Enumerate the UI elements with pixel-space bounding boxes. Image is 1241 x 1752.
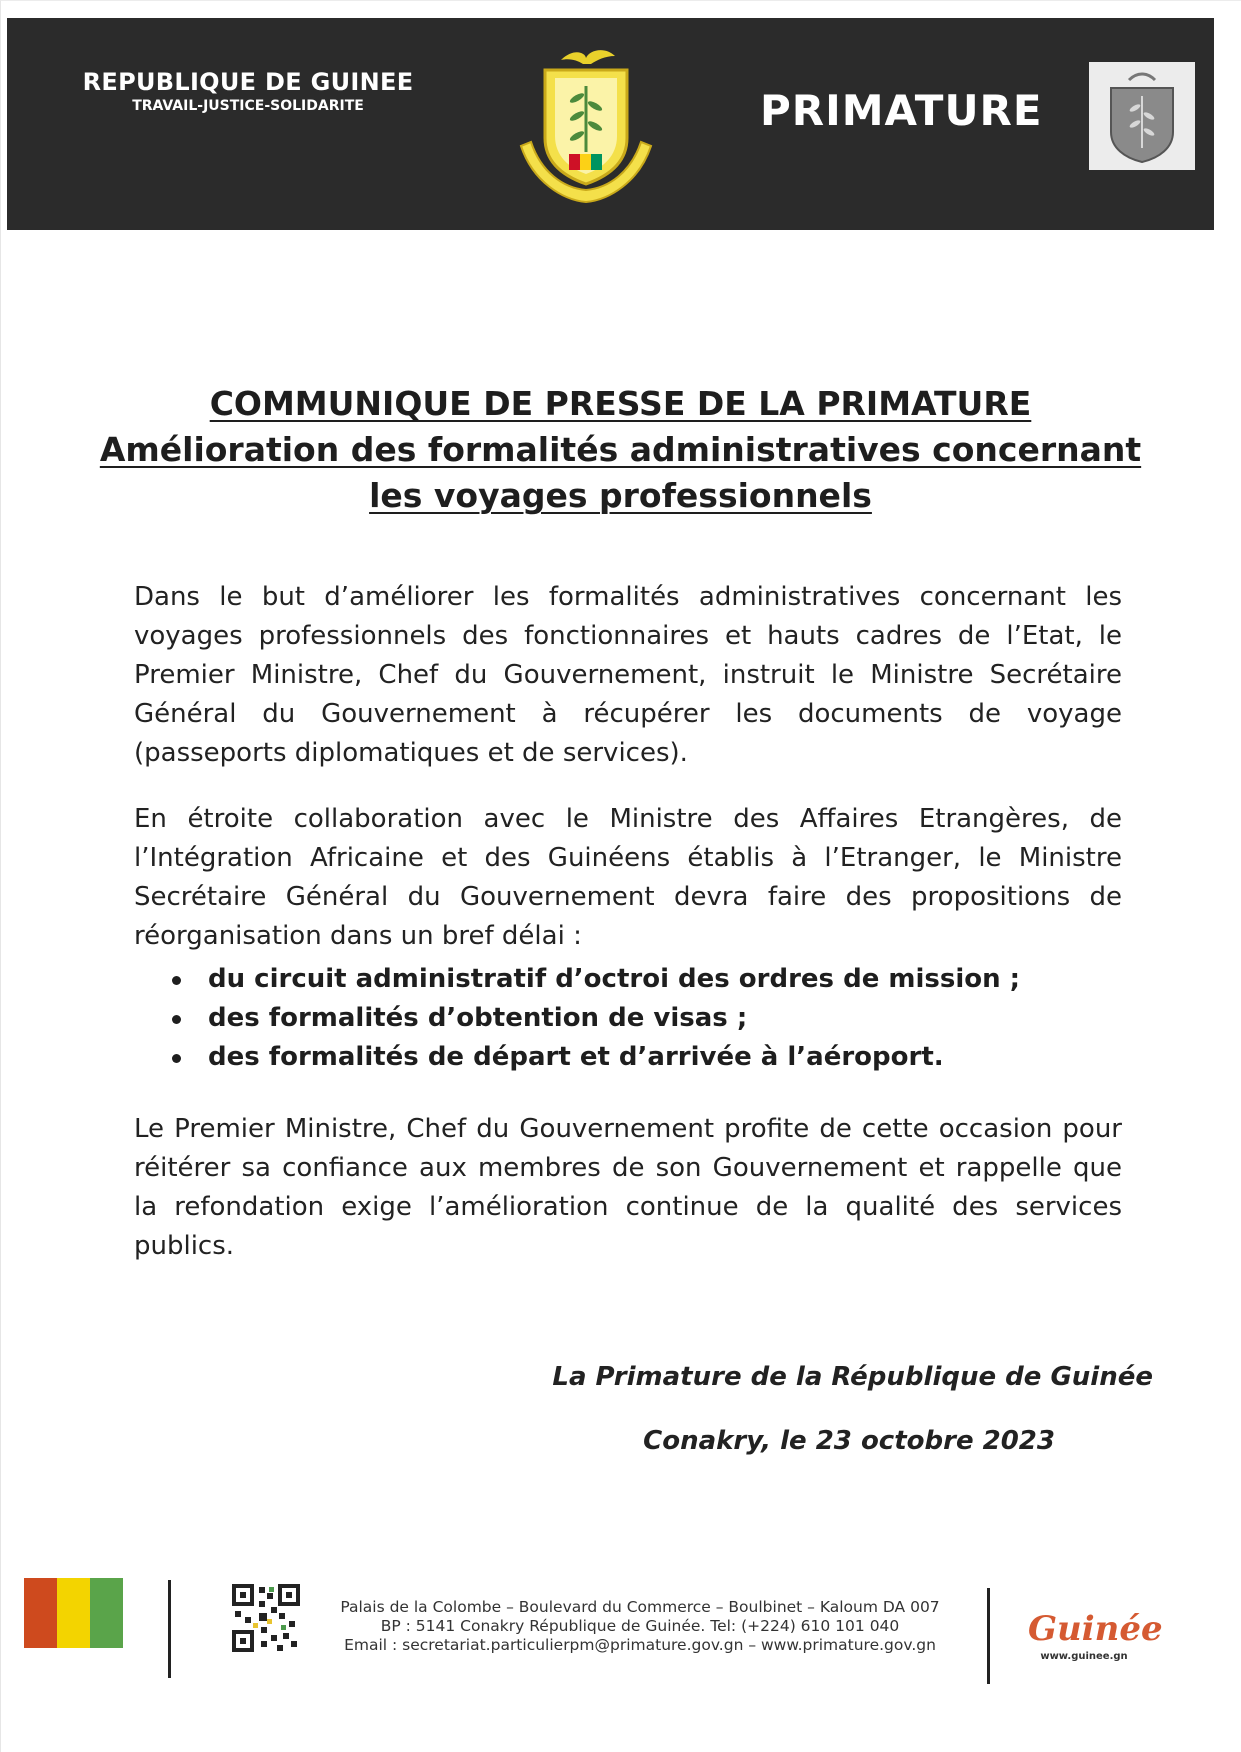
qr-code-icon xyxy=(231,1583,301,1653)
address-line: Palais de la Colombe – Boulevard du Commerce – Boulbinet – Kaloum DA 007 xyxy=(340,1598,940,1616)
paragraph-2: En étroite collaboration avec le Ministre des Affaires Etrangères, de l’Intégration Africaine et des Guinéens établis à l’Etranger, le Ministre Secrétaire Général du Gouvernement devra faire des propositions de réorganisation dans un bref délai : xyxy=(134,804,1122,951)
place-date: Conakry, le 23 octobre 2023 xyxy=(643,1426,1055,1456)
contact-line: Email : secretariat.particulierpm@primature.gov.gn – www.primature.gov.gn xyxy=(344,1636,936,1654)
list-item: des formalités de départ et d’arrivée à l’aéroport. xyxy=(170,1038,1070,1077)
footer-divider xyxy=(987,1588,990,1684)
paragraph-3: Le Premier Ministre, Chef du Gouvernement profite de cette occasion pour réitérer sa confiance aux membres de son Gouvernement et rappelle que la refondation exige l’amélioration continue de la qualité des services publics. xyxy=(134,1114,1122,1261)
document-subtitle-line2: les voyages professionnels xyxy=(369,476,872,515)
coat-of-arms-icon xyxy=(513,42,659,210)
footer-divider xyxy=(168,1580,171,1678)
document-subtitle-line1: Amélioration des formalités administratives concernant xyxy=(99,430,1142,469)
guinee-brand-logo: Guinée xyxy=(1028,1609,1163,1649)
official-seal-icon xyxy=(1089,62,1195,170)
measures-list xyxy=(170,960,1070,1077)
national-motto: TRAVAIL-JUSTICE-SOLIDARITE xyxy=(132,98,364,114)
brand-url: www.guinee.gn xyxy=(1040,1651,1128,1662)
institution-name: PRIMATURE xyxy=(760,86,1043,135)
document-title: COMMUNIQUE DE PRESSE DE LA PRIMATURE xyxy=(209,384,1032,423)
republic-name: REPUBLIQUE DE GUINEE xyxy=(82,68,414,96)
signatory: La Primature de la République de Guinée xyxy=(552,1362,1153,1392)
paragraph-1: Dans le but d’améliorer les formalités administratives concernant les voyages professionnels des fonctionnaires et hauts cadres de l’Etat, le Premier Ministre, Chef du Gouvernement, instruit le Ministre Secrétaire Général du Gouvernement à récupérer les documents de voyage (passeports diplomatiques et de services). xyxy=(134,582,1122,768)
list-item: du circuit administratif d’octroi des ordres de mission ; xyxy=(170,960,1070,999)
list-item: des formalités d’obtention de visas ; xyxy=(170,999,1070,1038)
guinea-flag-icon xyxy=(24,1578,123,1648)
address-line: BP : 5141 Conakry République de Guinée. Tel: (+224) 610 101 040 xyxy=(380,1617,900,1635)
footer-address xyxy=(330,1598,950,1655)
